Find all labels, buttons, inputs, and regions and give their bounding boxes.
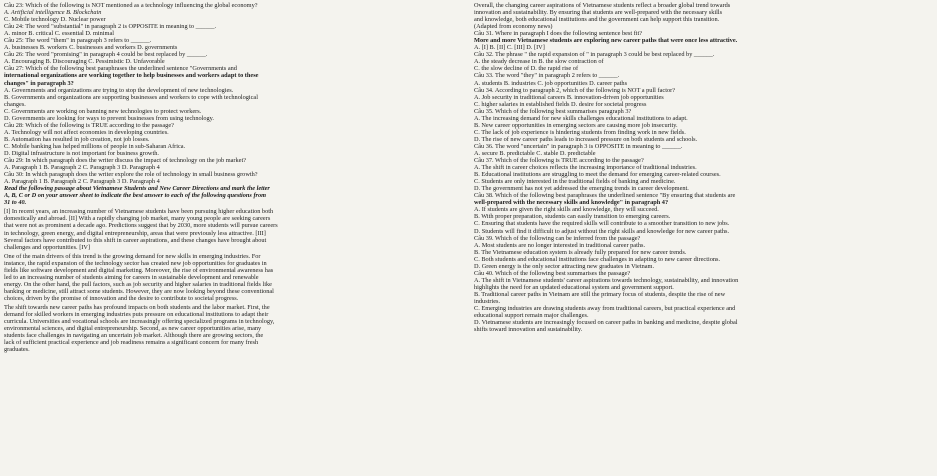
passage-paragraph-3 [4,304,468,353]
question-line: Câu 35. Which of the following best summarises paragraph 3? [474,107,632,115]
question-line: A. businesses B. workers C. businesses and workers D. governments [4,44,178,52]
passage-line: students face challenges in navigating an uncertain job market. Although there are growing sectors, the [4,332,264,340]
question-line: Câu 24: The word "substantial" in paragraph 2 is OPPOSITE in meaning to ______. [4,23,217,31]
question-line: industries. [474,297,501,305]
passage-line: banking or medicine, still attract some students. However, they are now looking beyond these conventional [4,287,274,295]
question-line: Read the following passage about Vietnamese Students and New Career Directions and mark the letter [4,185,270,193]
question-line: A. If students are given the right skills and knowledge, they will succeed. [474,206,659,214]
passage-line: curricula. Universities and vocational schools are increasingly offering specialized programs in technology, [4,318,275,326]
question-line: A. Technology will not affect economies in developing countries. [4,128,169,136]
passage-line: that were not as prominent a decade ago. Predictions suggest that by 2030, more students will pursue careers [4,222,278,230]
question-line: Câu 40. Which of the following best summarises the passage? [474,269,631,277]
question-line: A. Governments and organizations are trying to stop the development of new technologies. [4,86,234,94]
question-line: A. Paragraph 1 B. Paragraph 2 C. Paragraph 3 D. Paragraph 4 [4,178,160,186]
passage-paragraph-1 [4,208,468,250]
passage-line: Overall, the changing career aspirations of Vietnamese students reflect a broader global trend towards [474,2,731,9]
passage-line: (Adapted from economy news) [474,23,553,31]
question-line: B. With proper preparation, students can easily transition to emerging careers. [474,213,671,221]
question-line: A. Artificial intelligence B. Blockchain [4,9,102,17]
passage-line: led to an increasing number of students aiming for careers in sustainable development and renewable [4,273,259,281]
question-line: Câu 36. The word "uncertain" in paragraph 3 is OPPOSITE in meaning to ______. [474,142,683,150]
question-line: C. Emerging industries are drawing students away from traditional careers, but practical experience and [474,305,736,313]
question-line: 31 to 40. [4,199,27,207]
passage-line: domestically and abroad. [II] With a rapidly changing job market, many young people are seeking careers [4,215,271,223]
question-line: C. Mobile technology D. Nuclear power [4,16,106,24]
passage-line: choices, driven by the promise of innovation and the desire to contribute to societal progress. [4,294,239,302]
question-line: C. Ensuring that students have the required skills will contribute to a smoother transition to new jobs. [474,220,730,228]
passage-line: challenges and opportunities. [IV] [4,243,91,251]
question-line: A. the steady decrease in B. the slow contraction of [474,58,604,66]
question-line: B. The Vietnamese education system is already fully prepared for new career trends. [474,248,687,256]
question-line: C. Governments are working on banning new technologies to protect workers. [4,107,202,115]
question-line: well-prepared with the necessary skills and knowledge" in paragraph 4? [474,199,669,207]
passage-line: in technology, green energy, and digital entrepreneurship, areas that were previously less attractive. [III] [4,229,266,237]
question-line: Câu 39. Which of the following can be inferred from the passage? [474,234,641,242]
question-line: More and more Vietnamese students are exploring new career paths that were once less attractive. [474,37,738,45]
question-line: Câu 34. According to paragraph 2, which of the following is NOT a pull factor? [474,86,675,94]
passage-paragraph-4 [474,2,934,30]
passage-line: [I] In recent years, an increasing number of Vietnamese students have been pursuing higher education both [4,208,274,216]
question-line: C. Both students and educational institutions face challenges in adapting to new career directions. [474,255,721,263]
question-line: changes. [4,100,26,108]
passage-line: innovation and sustainability. By ensuring that students are well-prepared with the necessary skills [474,9,723,17]
passage-line: The shift towards new career paths has profound impacts on both students and the labor market. First, the [4,303,270,311]
question-line: D. Green energy is the only sector attracting new graduates in Vietnam. [474,262,655,270]
question-line: B. Educational institutions are struggling to meet the demand for emerging career-related courses. [474,171,721,179]
left-column [4,2,468,474]
question-line: changes" in paragraph 3? [4,79,74,87]
question-line: D. Vietnamese students are increasingly focused on career paths in banking and medicine, despite global [474,319,738,327]
question-line: A, B, C or D on your answer sheet to indicate the best answer to each of the following questions from [4,192,267,200]
passage-line: and knowledge, both educational institutions and the government can help support this transition. [474,16,720,24]
question-line: C. Mobile banking has helped millions of people in sub-Saharan Africa. [4,142,186,150]
question-line: B. Traditional career paths in Vietnam are still the primary focus of students, despite the rise of new [474,290,726,298]
question-line: D. The government has not yet addressed the emerging trends in career development. [474,185,689,193]
question-line: Câu 37. Which of the following is TRUE according to the passage? [474,157,644,165]
passage-line: One of the main drivers of this trend is the growing demand for new skills in emerging industries. For [4,252,261,260]
passage-line: environmental sciences, and digital entrepreneurship. Second, as new career opportunities arise, many [4,325,262,333]
passage-line: energy. On the other hand, the pull factors, such as job security and higher salaries in traditional fields like [4,280,272,288]
question-line: B. Automation has resulted in job creation, not job losses. [4,135,150,143]
question-line: D. Students will find it difficult to adjust without the right skills and knowledge for new career paths. [474,227,730,235]
question-line: C. the slow decline of D. the rapid rise of [474,65,579,73]
passage-line: graduates. [4,346,30,354]
question-line: D. Digital infrastructure is not important for business growth. [4,149,159,157]
question-line: Câu 27: Which of the following best paraphrases the underlined sentence "Governments and [4,65,237,73]
question-line: Câu 28: Which of the following is TRUE according to the passage? [4,121,174,129]
question-line: Câu 23: Which of the following is NOT mentioned as a technology influencing the global economy? [4,2,258,9]
question-line: educational support remain major challenges. [474,312,589,320]
passage-paragraph-2 [4,253,468,302]
passage-line: instance, the rapid expansion of the technology sector has created new job opportunities for graduates in [4,259,267,267]
question-line: A. [I] B. [II] C. [III] D. [IV] [474,44,545,52]
question-line: A. Paragraph 1 B. Paragraph 2 C. Paragraph 3 D. Paragraph 4 [4,164,160,172]
question-line: D. The rise of new career paths leads to increased pressure on both students and schools. [474,135,698,143]
left-questions [4,2,468,206]
question-line: Câu 25: The word "them" in paragraph 3 refers to ______. [4,37,152,45]
question-line: Câu 30: In which paragraph does the writer explore the role of technology in small business growth? [4,171,258,179]
passage-line: fields like software development and digital marketing. Moreover, the rise of environmental awareness has [4,266,274,274]
question-line: highlights the need for an updated educational system and government support. [474,283,674,291]
passage-line: demand for skilled workers in emerging industries puts pressure on educational institutions to adapt their [4,311,269,319]
passage-line: Several factors have contributed to this shift in career aspirations, and these changes have brought about [4,236,267,244]
passage-line: lack of sufficient practical experience and job readiness remains a significant concern for many fresh [4,339,259,347]
question-line: Câu 33. The word "they" in paragraph 2 refers to ______. [474,72,620,80]
right-column [474,2,934,474]
question-line: A. Encouraging B. Discouraging C. Pessimistic D. Unfavorable [4,58,165,66]
question-line: A. The increasing demand for new skills challenges educational institutions to adapt. [474,114,688,122]
question-line: D. Governments are looking for ways to prevent businesses from using technology. [4,114,214,122]
question-line: B. New career opportunities in emerging sectors are causing more job insecurity. [474,121,678,129]
question-line: A. Job security in traditional careers B. innovation-driven job opportunities [474,93,664,101]
question-line: Câu 31. Where in paragraph I does the following sentence best fit? [474,30,643,38]
question-line: A. The shift in Vietnamese students' career aspirations towards technology, sustainability, and innovation [474,276,739,284]
question-line: Câu 29: In which paragraph does the writer discuss the impact of technology on the job market? [4,157,247,165]
question-line: C. higher salaries in established fields D. desire for societal progress [474,100,647,108]
question-line: A. Most students are no longer interested in traditional career paths. [474,241,646,249]
question-line: shifts toward innovation and sustainability. [474,326,583,334]
question-line: C. The lack of job experience is hindering students from finding work in new fields. [474,128,686,136]
right-questions [474,30,934,333]
question-line: A. minor B. critical C. essential D. minimal [4,30,115,38]
question-line: A. The shift in career choices reflects the increasing importance of traditional industries. [474,164,697,172]
question-line: Câu 26: The word "promising" in paragraph 4 could be best replaced by ______. [4,51,208,59]
question-line: international organizations are working together to help businesses and workers adapt to these [4,72,259,80]
question-line: A. students B. industries C. job opportunities D. career paths [474,79,628,87]
question-line: A. secure B. predictable C. stable D. predictable [474,149,596,157]
question-line: C. Students are only interested in the traditional fields of banking and medicine. [474,178,676,186]
question-line: Câu 38. Which of the following best paraphrases the underlined sentence "By ensuring that students are [474,192,736,200]
question-line: B. Governments and organizations are supporting businesses and workers to cope with technological [4,93,258,101]
question-line: Câu 32. The phrase " the rapid expansion of " in paragraph 3 could be best replaced by ______. [474,51,715,59]
